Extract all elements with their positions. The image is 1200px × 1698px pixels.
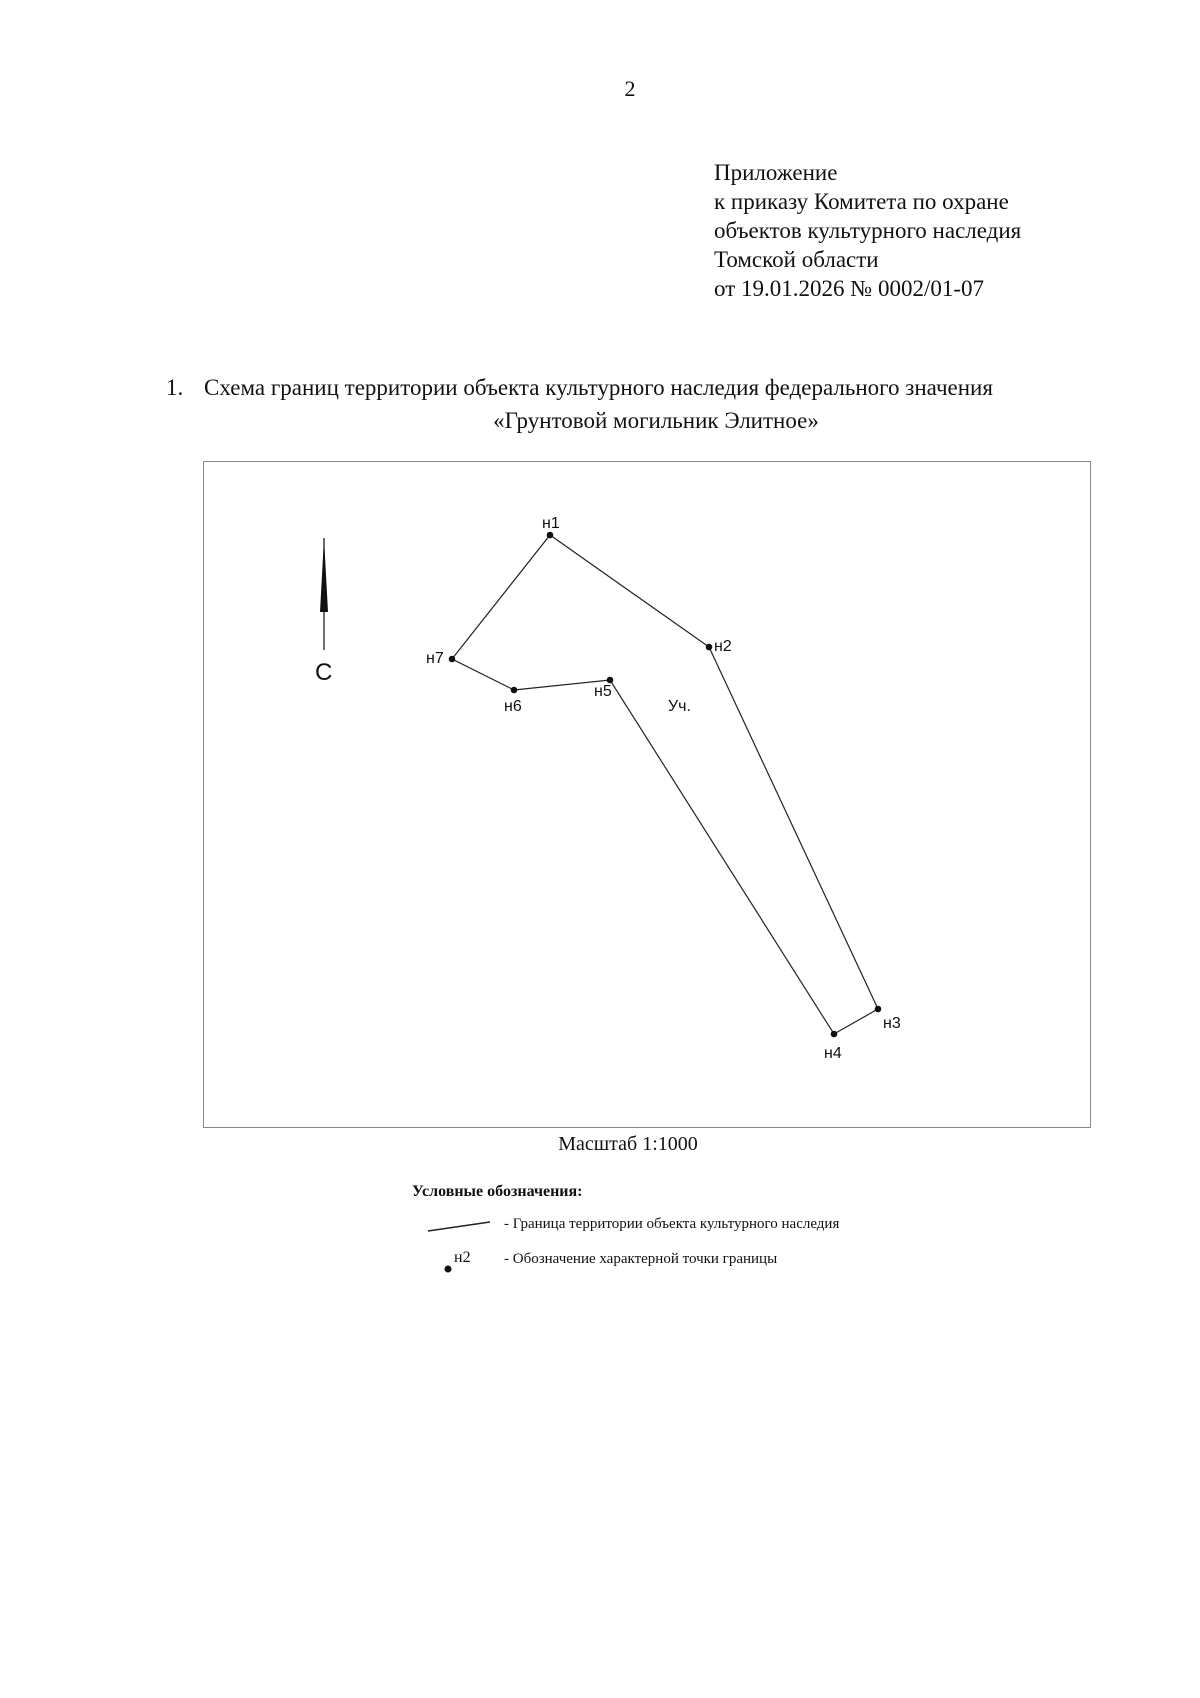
boundary-point-n1 <box>547 532 554 539</box>
boundary-point-n7 <box>449 656 456 663</box>
point-label-n4: н4 <box>824 1045 842 1062</box>
boundary-point-n4 <box>831 1031 838 1038</box>
boundary-line-icon <box>420 1216 490 1246</box>
appendix-committee: объектов культурного наследия <box>714 218 1022 243</box>
point-label-n2: н2 <box>714 638 732 655</box>
appendix-block <box>714 158 1021 303</box>
map-scale: Масштаб 1:1000 <box>558 1133 698 1155</box>
appendix-date-number: от 19.01.2026 № 0002/01-07 <box>714 276 984 301</box>
point-label-n6: н6 <box>504 698 522 715</box>
territory-boundary <box>452 535 878 1034</box>
heading-number: 1. <box>166 375 184 400</box>
heading-title: Схема границ территории объекта культурного наследия федерального значения <box>204 375 993 400</box>
appendix-title: Приложение <box>714 160 838 185</box>
boundary-map <box>203 461 1091 1128</box>
legend-boundary-text: - Граница территории объекта культурного наследия <box>504 1216 840 1232</box>
point-label-n7: н7 <box>426 650 444 667</box>
appendix-region: Томской области <box>714 247 879 272</box>
legend-point-text: - Обозначение характерной точки границы <box>504 1251 778 1267</box>
boundary-point-n6 <box>511 687 518 694</box>
area-label: Уч. <box>668 698 691 715</box>
map-canvas <box>204 462 1089 1126</box>
north-label: С <box>315 659 333 686</box>
point-label-n3: н3 <box>883 1015 901 1032</box>
heading-object-name: «Грунтовой могильник Элитное» <box>493 408 819 433</box>
point-label-n5: н5 <box>594 683 612 700</box>
legend-title: Условные обозначения: <box>412 1183 583 1200</box>
north-arrow-icon <box>320 538 328 650</box>
page-number: 2 <box>624 76 636 101</box>
appendix-order: к приказу Комитета по охране <box>714 189 1009 214</box>
legend-point-sample: н2 <box>454 1249 471 1266</box>
boundary-point-n2 <box>706 644 713 651</box>
point-label-n1: н1 <box>542 515 560 532</box>
boundary-point-n3 <box>875 1006 882 1013</box>
